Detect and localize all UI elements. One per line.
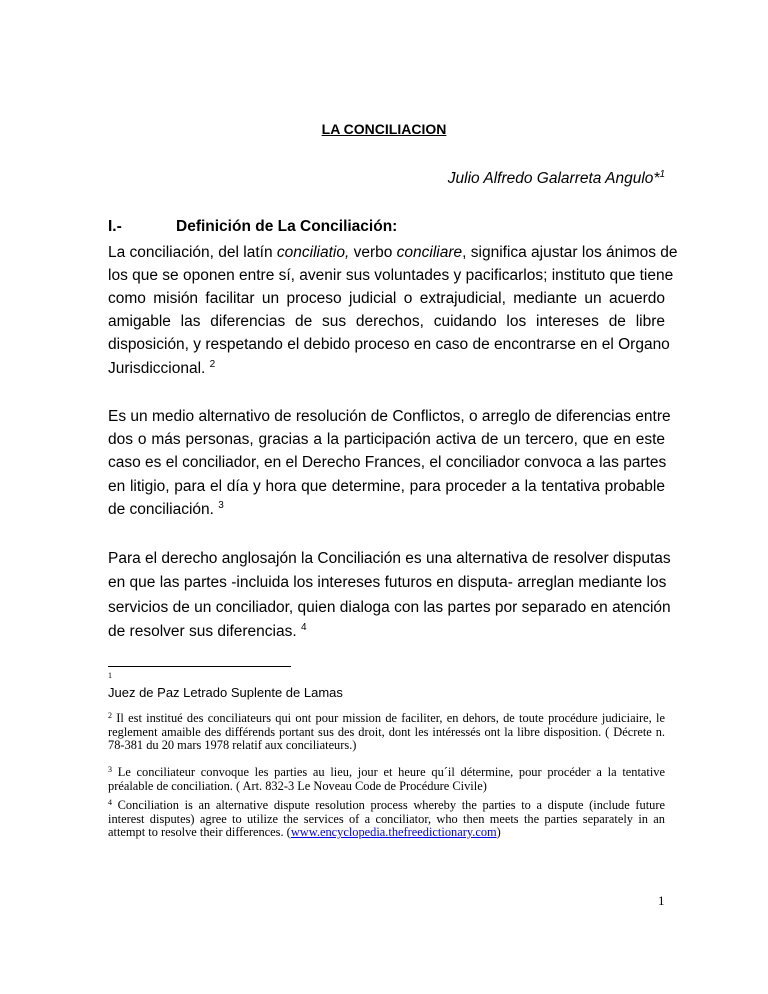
source-link[interactable]: www.encyclopedia.thefreedictionary.com [290, 825, 497, 839]
footnote-1: Juez de Paz Letrado Suplente de Lamas [108, 685, 343, 700]
paragraph-line: La conciliación, del latín conciliatio, verbo conciliare, significa ajustar los ánimos de [108, 244, 678, 261]
footnote-2: $^2$ Il est institué des conciliateurs qui ont pour mission de faciliter, en dehors, de toute procédure judiciaire, le reglement amaible des différends portant sus des droit, dont les intéressés ont la libre disposition. ( Décrete n. 78-381 du 20 mars 1978 relatif aux conciliateurs.) [108, 711, 665, 752]
footnote-ref[interactable]: 4 [300, 622, 307, 633]
author [448, 170, 665, 188]
footnote-separator [108, 666, 291, 667]
paragraph-line: disposición, y respetando el debido proceso en caso de encontrarse en el Organo [108, 336, 670, 353]
page-number: 1 [658, 893, 665, 908]
section-number: I.- [108, 218, 122, 235]
paragraph-line: Para el derecho anglosajón la Conciliación es una alternativa de resolver disputas [108, 550, 671, 567]
paragraph-line: Es un medio alternativo de resolución de Conflictos, o arreglo de diferencias entre [108, 408, 671, 425]
paragraph-line: Jurisdiccional. $^2$ [108, 359, 216, 377]
paragraph-line: servicios de un conciliador, quien dialoga con las partes por separado en atención [108, 599, 671, 616]
paragraph-line: de resolver sus diferencias. $^4$ [108, 622, 307, 640]
section-title: Definición de La Conciliación: [176, 218, 398, 235]
paragraph-line: de conciliación. $^3$ [108, 500, 224, 518]
section-heading [108, 218, 397, 236]
paragraph-line: como misión facilitar un proceso judicial o extrajudicial, mediante un acuerdo [108, 290, 665, 307]
footnote-ref[interactable]: 2 [209, 359, 216, 370]
footnote-number: 1 [108, 671, 112, 680]
paragraph-line: dos o más personas, gracias a la participación activa de un tercero, que en este [108, 431, 665, 448]
paragraph-line: amigable las diferencias de sus derechos, cuidando los intereses de libre [108, 313, 665, 330]
footnote-3: $^3$ Le conciliateur convoque les parties au lieu, jour et heure qu´il détermine, pour procéder a la tentative préalable de conciliation. ( Art. 832-3 Le Noveau Code de Procédure Civile) [108, 765, 665, 793]
footnote-4: $^4$ Conciliation is an alternative dispute resolution process whereby the parties to a dispute (include future interest disputes) agree to utilize the services of a conciliator, who then meets the parties separately in an attempt to resolve their differences. (www.encyclopedia.thefreedictionary.com) [108, 798, 665, 839]
document-title: LA CONCILIACION [321, 121, 447, 137]
paragraph-line: los que se oponen entre sí, avenir sus voluntades y pacificarlos; instituto que tiene [108, 267, 674, 284]
footnote-ref[interactable]: 1 [659, 169, 665, 180]
paragraph-line: caso es el conciliador, en el Derecho Frances, el conciliador convoca a las partes [108, 454, 667, 471]
paragraph-line: en litigio, para el día y hora que determine, para proceder a la tentativa probable [108, 478, 665, 495]
paragraph-line: en que las partes -incluida los intereses futuros en disputa- arreglan mediante los [108, 574, 667, 591]
author-name: Julio Alfredo Galarreta Angulo* [447, 170, 660, 187]
footnote-ref[interactable]: 3 [218, 500, 224, 511]
